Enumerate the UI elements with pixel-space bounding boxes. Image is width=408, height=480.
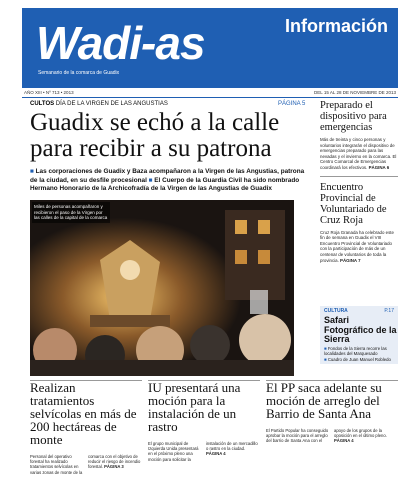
newspaper-logo: Wadi-as <box>36 17 205 69</box>
lead-headline[interactable]: Guadix se echó a la calle para recibir a su patrona <box>30 109 280 162</box>
bottom-text: El Partido Popular ha conseguido aprobar la moción para el arreglo del barrio de Santa Ana con el apoyo de los grupos de la oposición en el último pleno. PÁGINA 4 <box>266 428 387 444</box>
sidebar-text: Cruz Roja Granada ha celebrado este fin de semana en Guadix el VIII Encuentro Provincial de Voluntariado con la participación de más de un centenar de voluntarios de toda la provincia. PÁGINA 7 <box>320 229 394 263</box>
bottom-headline[interactable]: El PP saca adelante su moción de arreglo del Barrio de Santa Ana <box>266 380 382 421</box>
deck-item-2: El Cuerpo de la Guardia Civil ha sido nombrado Hermano Honorario de la Archicofradía de la Virgen de las Angustias de Guadix <box>30 176 300 192</box>
divider <box>320 176 398 177</box>
bottom-text: Personal del operativo forestal ha realizado tratamientos selvícolas en varias zonas de monte de la comarca con el objetivo de reducir el riesgo de incendio forestal. PÁGINA 3 <box>30 454 141 475</box>
lead-kicker <box>30 101 306 107</box>
kicker-page: PÁGINA 5 <box>278 101 306 107</box>
culture-page: P.17 <box>384 308 394 314</box>
sidebar-page: PÁGINA 6 <box>368 164 390 170</box>
lead-photo[interactable] <box>30 200 294 376</box>
bottom-story[interactable] <box>30 380 142 475</box>
sidebar-text: Más de treinta y cinco personas y voluntarios integrarán el dispositivo de emergencias preparado para las nevadas y el invierno en la comarca. El Centro Comarcal de Emergencias coordinará los efectivos. PÁGINA 6 <box>320 137 397 170</box>
sidebar-page: PÁGINA 7 <box>340 257 361 263</box>
bottom-story[interactable] <box>266 380 398 444</box>
sidebar-headline[interactable]: Preparado el dispositivo para emergencias <box>320 100 387 133</box>
culture-box[interactable] <box>320 306 398 364</box>
procession-photo <box>30 200 294 376</box>
photo-caption: Miles de personas acompañaron y recibieron el paso de la Virgen por las calles de la capital de la comarca <box>32 202 110 223</box>
issue-info-bar <box>22 88 398 98</box>
culture-items <box>324 346 396 362</box>
bottom-headline[interactable]: Realizan tratamientos selvícolas en más de 200 hectáreas de monte <box>30 380 137 447</box>
culture-tag: CULTURA <box>324 308 348 314</box>
kicker-strong: CULTOS <box>30 101 55 107</box>
issue-number: AÑO XIII • Nº 713 • 2013 <box>24 90 74 95</box>
bottom-story[interactable] <box>148 380 260 462</box>
section-title: Información <box>284 16 388 36</box>
bottom-text: El grupo municipal de Izquierda Unida presentará en el próximo pleno una moción para solicitar la instalación de un mercadillo o rastro en la ciudad. PÁGINA 4 <box>148 441 258 462</box>
bottom-headline[interactable]: IU presentará una moción para la instalación de un rastro <box>148 380 241 434</box>
deck-item-1: Las corporaciones de Guadix y Baza acompañaron a la Virgen de las Angustias, patrona de la ciudad, en su desfile procesional <box>30 168 305 184</box>
sidebar-headline[interactable]: Encuentro Provincial de Voluntariado de Cruz Roja <box>320 181 387 226</box>
bullet-square-icon: ■ <box>30 168 34 175</box>
issue-date: DEL 15 AL 28 DE NOVIEMBRE DE 2013 <box>314 90 396 95</box>
bottom-page: PÁGINA 3 <box>104 464 124 470</box>
sidebar-story[interactable] <box>320 182 398 264</box>
lead-deck <box>30 168 305 194</box>
culture-item: ■ Cuadro de Juan Manuel Robledo <box>324 356 391 362</box>
kicker-text: DÍA DE LA VIRGEN DE LAS ANGUSTIAS <box>55 101 168 107</box>
sidebar <box>320 100 398 263</box>
sidebar-story[interactable] <box>320 100 398 171</box>
bottom-page: PÁGINA 4 <box>206 451 226 457</box>
masthead <box>22 8 398 88</box>
masthead-subtitle: Semanario de la comarca de Guadix <box>38 70 120 76</box>
culture-title[interactable]: Safari Fotográfico de la Sierra <box>324 315 397 344</box>
bullet-square-icon: ■ <box>148 176 153 184</box>
culture-item: ■ Fondos de la Sierra recorre las localidades del Marquesado <box>324 346 387 357</box>
bottom-page: PÁGINA 4 <box>334 438 354 444</box>
